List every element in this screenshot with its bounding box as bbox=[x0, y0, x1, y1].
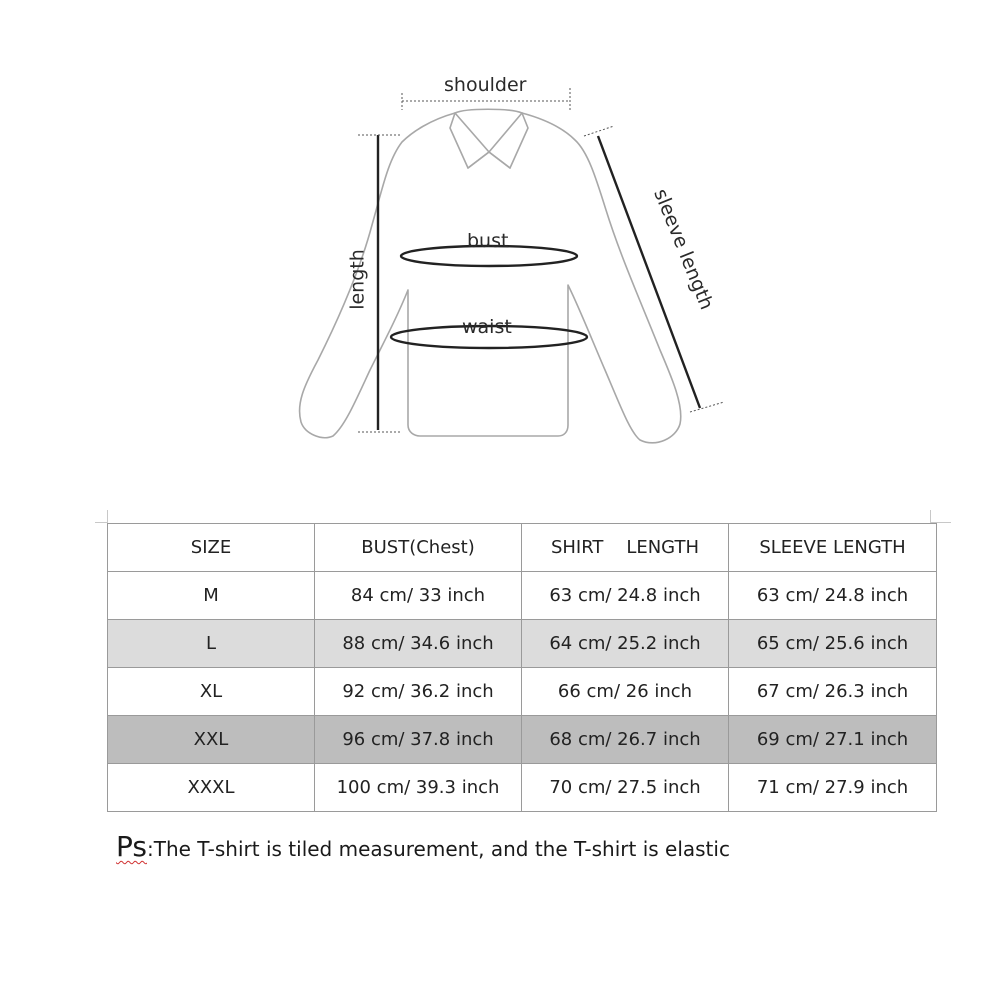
measurement-note bbox=[116, 830, 730, 863]
cell-length: 64 cm/ 25.2 inch bbox=[522, 620, 729, 668]
table-row bbox=[108, 716, 937, 764]
note-colon: : bbox=[146, 837, 154, 861]
table-row bbox=[108, 668, 937, 716]
table-row bbox=[108, 620, 937, 668]
sleeve-length-label: sleeve length bbox=[649, 185, 718, 313]
note-text: The T-shirt is tiled measurement, and the T-shirt is elastic bbox=[153, 837, 730, 861]
cell-size: XXXL bbox=[108, 764, 315, 812]
cell-sleeve: 71 cm/ 27.9 inch bbox=[729, 764, 937, 812]
header-size: SIZE bbox=[108, 524, 315, 572]
cell-size: M bbox=[108, 572, 315, 620]
cell-bust: 92 cm/ 36.2 inch bbox=[315, 668, 522, 716]
cell-size: XL bbox=[108, 668, 315, 716]
cell-sleeve: 65 cm/ 25.6 inch bbox=[729, 620, 937, 668]
table-row bbox=[108, 764, 937, 812]
cell-length: 63 cm/ 24.8 inch bbox=[522, 572, 729, 620]
cell-sleeve: 67 cm/ 26.3 inch bbox=[729, 668, 937, 716]
header-sleeve-length: SLEEVE LENGTH bbox=[729, 524, 937, 572]
table-header-row bbox=[108, 524, 937, 572]
cell-length: 70 cm/ 27.5 inch bbox=[522, 764, 729, 812]
size-chart-table bbox=[107, 523, 937, 812]
cell-bust: 100 cm/ 39.3 inch bbox=[315, 764, 522, 812]
waist-label: waist bbox=[462, 316, 512, 338]
header-shirt-length: SHIRT LENGTH bbox=[522, 524, 729, 572]
cell-bust: 96 cm/ 37.8 inch bbox=[315, 716, 522, 764]
cell-size: L bbox=[108, 620, 315, 668]
length-label: length bbox=[346, 249, 369, 310]
table-corner-mark-right bbox=[930, 510, 951, 523]
table-row bbox=[108, 572, 937, 620]
bust-label: bust bbox=[467, 230, 509, 252]
header-bust: BUST(Chest) bbox=[315, 524, 522, 572]
note-prefix: Ps bbox=[116, 830, 147, 863]
cell-bust: 88 cm/ 34.6 inch bbox=[315, 620, 522, 668]
cell-length: 68 cm/ 26.7 inch bbox=[522, 716, 729, 764]
cell-size: XXL bbox=[108, 716, 315, 764]
shirt-collar bbox=[450, 109, 528, 168]
table-corner-mark-left bbox=[95, 510, 108, 523]
cell-bust: 84 cm/ 33 inch bbox=[315, 572, 522, 620]
cell-sleeve: 63 cm/ 24.8 inch bbox=[729, 572, 937, 620]
cell-length: 66 cm/ 26 inch bbox=[522, 668, 729, 716]
size-diagram bbox=[0, 0, 1000, 470]
shoulder-label: shoulder bbox=[444, 74, 527, 96]
cell-sleeve: 69 cm/ 27.1 inch bbox=[729, 716, 937, 764]
